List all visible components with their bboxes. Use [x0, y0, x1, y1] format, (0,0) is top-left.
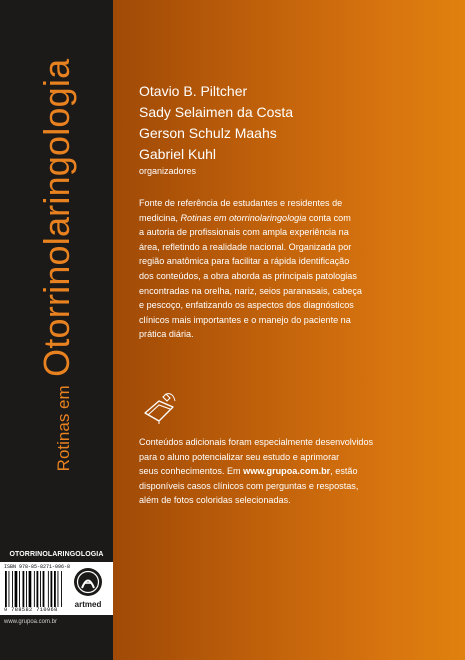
barcode-bar — [5, 571, 7, 607]
barcode-bar — [40, 571, 41, 607]
description-line: prática diária. — [139, 329, 194, 340]
barcode-bar — [34, 571, 35, 607]
barcode-bar — [54, 571, 56, 607]
barcode-bar — [43, 571, 45, 607]
book-title — [36, 59, 78, 472]
back-cover-spine — [0, 0, 113, 660]
barcode-panel — [0, 562, 113, 615]
barcode-bar — [12, 571, 13, 607]
description-line: encontradas na orelha, nariz, seios paranasais, cabeça — [139, 285, 362, 296]
extra-line: Conteúdos adicionais foram especialmente desenvolvidos — [139, 437, 374, 447]
description-line: Fonte de referência de estudantes e residentes de — [139, 198, 343, 208]
description-line: região anatômica para facilitar a rápida identificação — [139, 256, 350, 267]
description-text: conta com — [306, 212, 351, 223]
extra-text: seus conhecimentos. Em — [139, 466, 244, 477]
book-description — [139, 196, 379, 342]
extra-line: disponíveis casos clínicos com perguntas e respostas, — [139, 480, 359, 491]
extra-line: para o aluno potencializar seu estudo e aprimorar — [139, 451, 340, 462]
book-title-italic: Rotinas em otorrinolaringologia — [180, 212, 307, 223]
publisher-name: artmed — [74, 600, 102, 609]
barcode-bar — [37, 571, 39, 607]
barcode-bar — [15, 571, 18, 607]
authors-block — [139, 81, 293, 176]
website-link[interactable]: www.grupoa.com.br — [243, 466, 331, 477]
additional-content-text — [139, 435, 379, 508]
barcode-bar — [29, 571, 32, 607]
extra-line: além de fotos coloridas selecionadas. — [139, 495, 291, 506]
website-url: www.grupoa.com.br — [4, 619, 58, 625]
isbn-text: ISBN 978-85-8271-096-8 — [4, 564, 71, 570]
description-line — [139, 211, 379, 226]
barcode — [5, 571, 63, 607]
barcode-bar — [61, 571, 62, 607]
description-line: área, refletindo a realidade nacional. Organizada por — [139, 241, 352, 252]
organizers-label: organizadores — [139, 166, 197, 176]
barcode-digits: 9 788582 710968 — [4, 607, 58, 613]
barcode-bar — [48, 571, 49, 607]
author-name: Gabriel Kuhl — [139, 146, 217, 162]
description-line: dos conteúdos, a obra aborda as principais patologias — [139, 270, 357, 281]
barcode-bar — [58, 571, 59, 607]
category-label: OTORRINOLARINGOLOGIA — [9, 551, 104, 558]
barcode-bar — [51, 571, 53, 607]
author-name: Sady Selaimen da Costa — [139, 104, 294, 120]
book-title-main: Otorrinolaringologia — [36, 58, 77, 377]
book-mouse-icon — [139, 393, 181, 425]
artmed-logo-icon — [68, 565, 108, 613]
description-line: clínicos mais importantes e o manejo do paciente na — [139, 314, 351, 325]
barcode-bar — [26, 571, 27, 607]
extra-text: , estão — [330, 466, 358, 477]
barcode-bar — [9, 571, 10, 607]
description-line: a autoria de profissionais com ampla experiência na — [139, 227, 349, 238]
description-line: e pescoço, enfatizando os aspectos dos diagnósticos — [139, 300, 354, 311]
barcode-bar — [19, 571, 20, 607]
book-title-prefix: Rotinas em — [54, 385, 73, 472]
author-name: Otavio B. Piltcher — [139, 83, 248, 99]
description-text: medicina, — [139, 212, 181, 223]
author-name: Gerson Schulz Maahs — [139, 125, 277, 141]
barcode-bar — [23, 571, 25, 607]
extra-line — [139, 464, 379, 479]
